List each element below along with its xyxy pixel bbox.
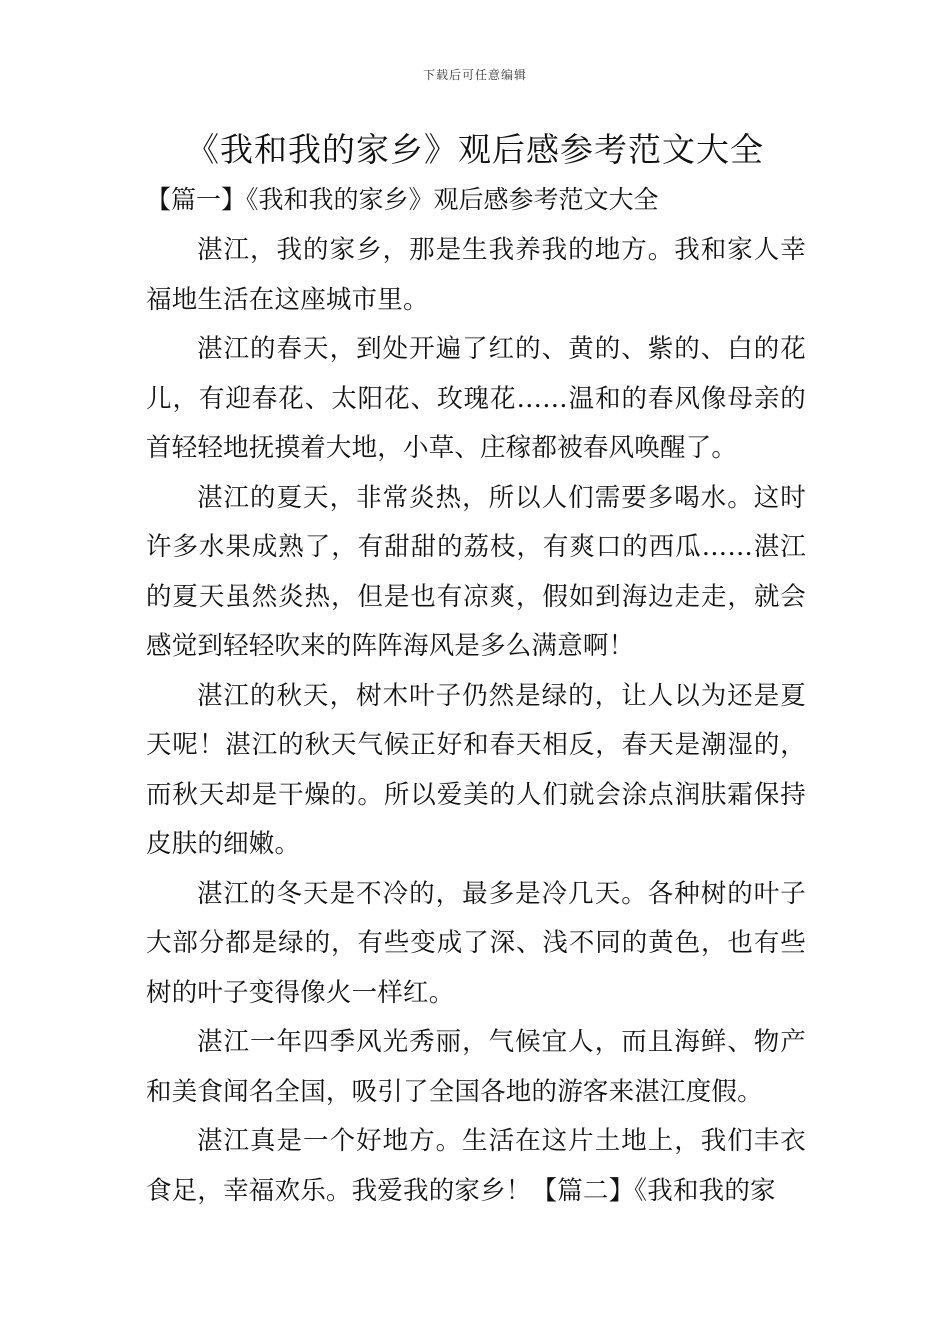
document-title: 《我和我的家乡》观后感参考范文大全: [186, 130, 764, 169]
paragraph: 湛江，我的家乡，那是生我养我的地方。我和家人幸福地生活在这座城市里。: [146, 235, 806, 315]
header-note: 下载后可任意编辑: [422, 68, 527, 82]
body-text: [146, 226, 806, 1216]
paragraph: 湛江的秋天，树木叶子仍然是绿的，让人以为还是夏天呢！湛江的秋天气候正好和春天相反，春天是潮湿的，而秋天却是干燥的。所以爱美的人们就会涂点润肤霜保持皮肤的细嫩。: [146, 680, 806, 859]
section-heading: 【篇一】《我和我的家乡》观后感参考范文大全: [146, 185, 659, 214]
paragraph: 湛江的冬天是不冷的，最多是冷几天。各种树的叶子大部分都是绿的，有些变成了深、浅不同的黄色，也有些树的叶子变得像火一样红。: [146, 878, 806, 1008]
paragraph: 湛江一年四季风光秀丽，气候宜人，而且海鲜、物产和美食闻名全国，吸引了全国各地的游客来湛江度假。: [146, 1027, 806, 1107]
paragraph: 湛江的夏天，非常炎热，所以人们需要多喝水。这时许多水果成熟了，有甜甜的荔枝，有爽口的西瓜……湛江的夏天虽然炎热，但是也有凉爽，假如到海边走走，就会感觉到轻轻吹来的阵阵海风是多么满意啊！: [146, 482, 806, 661]
paragraph: 湛江真是一个好地方。生活在这片土地上，我们丰衣食足，幸福欢乐。我爱我的家乡！【篇二】《我和我的家: [146, 1126, 806, 1206]
paragraph: 湛江的春天，到处开遍了红的、黄的、紫的、白的花儿，有迎春花、太阳花、玫瑰花……温和的春风像母亲的首轻轻地抚摸着大地，小草、庄稼都被春风唤醒了。: [146, 334, 806, 463]
